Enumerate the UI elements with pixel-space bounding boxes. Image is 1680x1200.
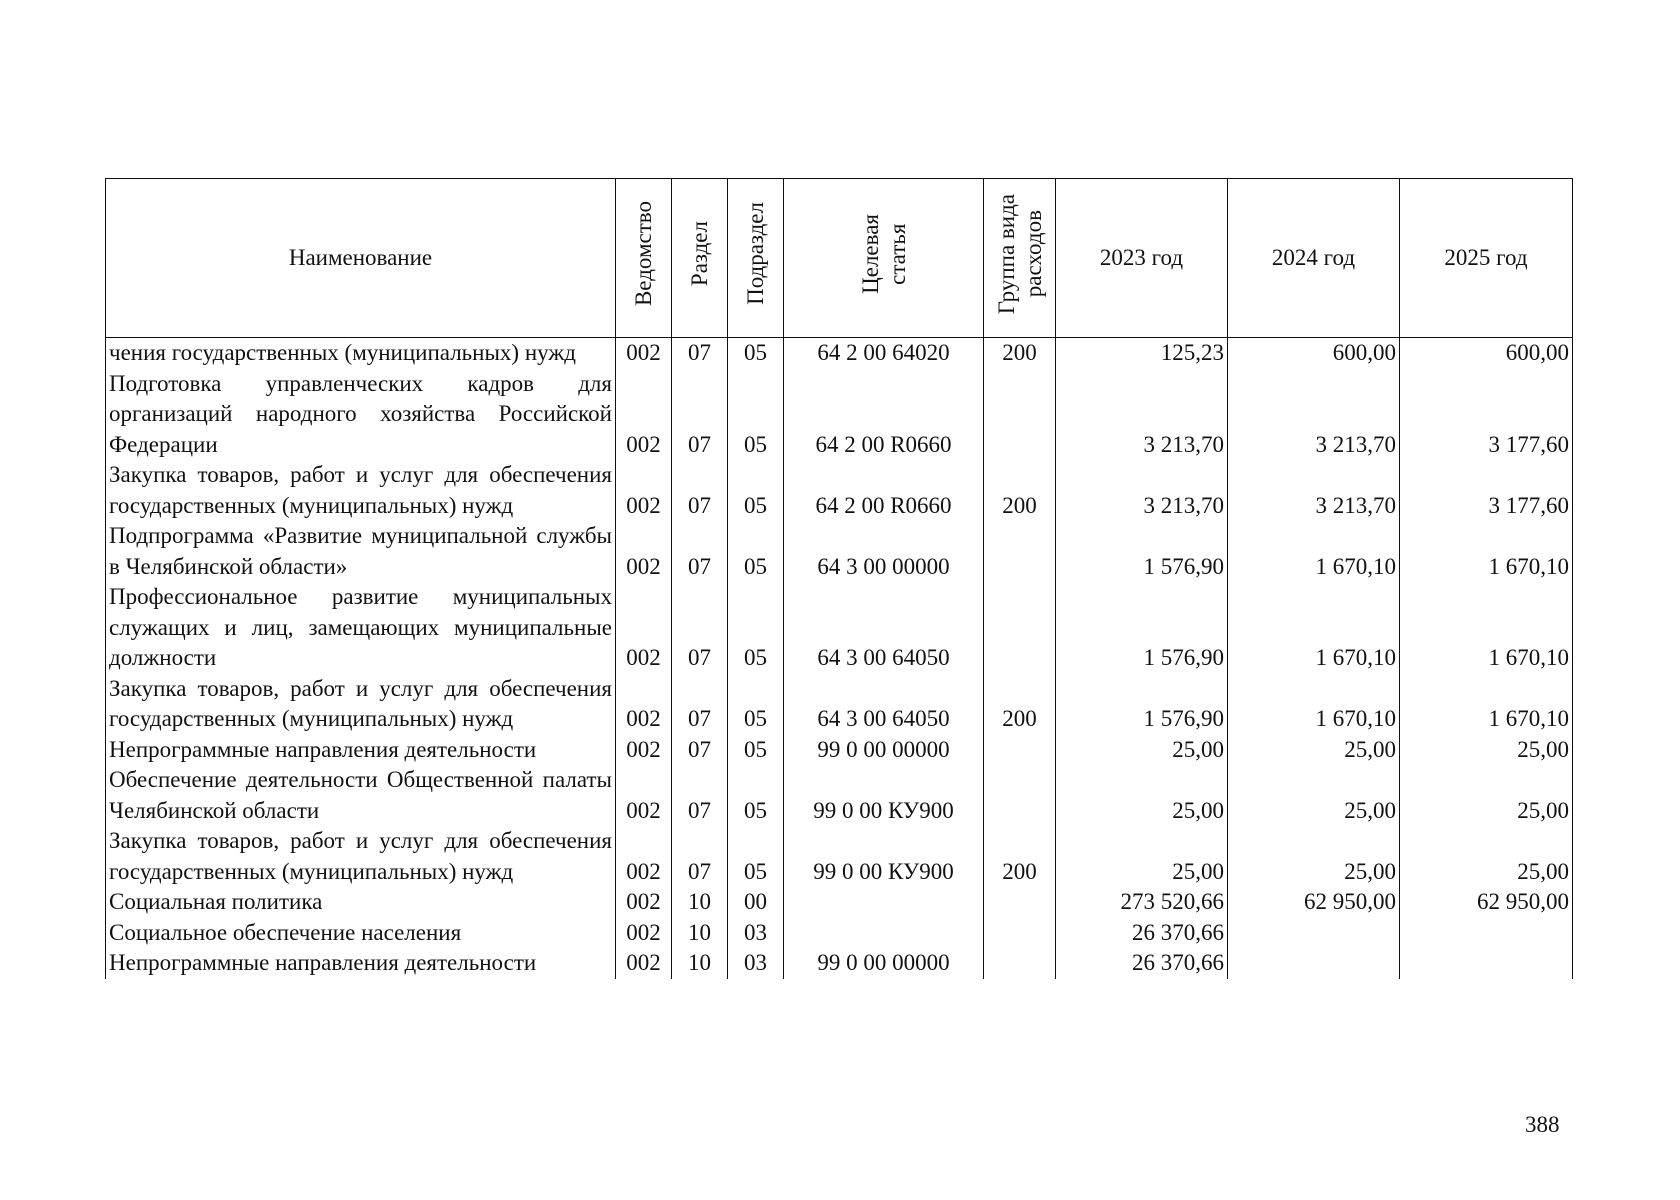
cell-subsection: 05: [728, 582, 784, 674]
header-group-line1: Группа вида: [993, 193, 1019, 314]
cell-name: Подпрограмма «Развитие муниципальной службы в Челябинской области»: [106, 521, 616, 582]
cell-2023: 1 576,90: [1056, 674, 1228, 735]
cell-2023: 1 576,90: [1056, 582, 1228, 674]
cell-name: Обеспечение деятельности Общественной палаты Челябинской области: [106, 765, 616, 826]
cell-target-article: 99 0 00 00000: [784, 948, 984, 979]
cell-name: Социальное обеспечение населения: [106, 918, 616, 949]
cell-subsection: 05: [728, 765, 784, 826]
cell-target-article: 64 3 00 64050: [784, 582, 984, 674]
table-header: [106, 179, 1573, 338]
cell-department: 002: [616, 826, 672, 887]
cell-subsection: 05: [728, 369, 784, 461]
budget-table: [105, 178, 1573, 979]
cell-2025: 1 670,10: [1400, 674, 1573, 735]
page-number: 388: [1525, 1112, 1560, 1137]
cell-2024: 1 670,10: [1228, 582, 1400, 674]
cell-expense-group: [984, 948, 1056, 979]
table-row: [106, 948, 1573, 979]
cell-name: Профессиональное развитие муниципальных служащих и лиц, замещающих муниципальные должности: [106, 582, 616, 674]
cell-department: 002: [616, 918, 672, 949]
cell-name: Социальная политика: [106, 887, 616, 918]
cell-2025: 62 950,00: [1400, 887, 1573, 918]
header-department: Ведомство: [616, 179, 672, 338]
cell-subsection: 03: [728, 948, 784, 979]
table-row: [106, 521, 1573, 582]
cell-target-article: [784, 887, 984, 918]
cell-2023: 1 576,90: [1056, 521, 1228, 582]
cell-target-article: [784, 918, 984, 949]
cell-2023: 125,23: [1056, 338, 1228, 369]
cell-section: 07: [672, 765, 728, 826]
cell-target-article: 99 0 00 КУ900: [784, 826, 984, 887]
cell-target-article: 64 3 00 64050: [784, 674, 984, 735]
table-row: [106, 735, 1573, 766]
cell-department: 002: [616, 765, 672, 826]
cell-2025: 25,00: [1400, 765, 1573, 826]
cell-expense-group: [984, 582, 1056, 674]
cell-target-article: 64 2 00 64020: [784, 338, 984, 369]
cell-2024: [1228, 918, 1400, 949]
cell-name: Непрограммные направления деятельности: [106, 948, 616, 979]
cell-2023: 26 370,66: [1056, 918, 1228, 949]
table-row: [106, 369, 1573, 461]
cell-section: 07: [672, 369, 728, 461]
cell-2023: 26 370,66: [1056, 948, 1228, 979]
cell-2025: 1 670,10: [1400, 582, 1573, 674]
cell-section: 07: [672, 338, 728, 369]
cell-name: чения государственных (муниципальных) нужд: [106, 338, 616, 369]
cell-section: 07: [672, 826, 728, 887]
cell-department: 002: [616, 735, 672, 766]
cell-2025: 25,00: [1400, 735, 1573, 766]
header-name: Наименование: [106, 179, 616, 338]
cell-2025: 1 670,10: [1400, 521, 1573, 582]
header-section: Раздел: [672, 179, 728, 338]
cell-2024: 25,00: [1228, 735, 1400, 766]
cell-expense-group: 200: [984, 826, 1056, 887]
cell-2024: 1 670,10: [1228, 674, 1400, 735]
table-row: [106, 826, 1573, 887]
cell-2024: 25,00: [1228, 765, 1400, 826]
cell-section: 10: [672, 887, 728, 918]
table-row: [106, 918, 1573, 949]
cell-2023: 25,00: [1056, 826, 1228, 887]
cell-section: 07: [672, 674, 728, 735]
cell-target-article: 99 0 00 КУ900: [784, 765, 984, 826]
header-expense-group: [984, 179, 1056, 338]
table-row: [106, 582, 1573, 674]
cell-expense-group: [984, 765, 1056, 826]
cell-2025: 3 177,60: [1400, 369, 1573, 461]
cell-2023: 273 520,66: [1056, 887, 1228, 918]
cell-name: Непрограммные направления деятельности: [106, 735, 616, 766]
cell-section: 07: [672, 521, 728, 582]
cell-expense-group: [984, 521, 1056, 582]
cell-expense-group: [984, 735, 1056, 766]
cell-section: 07: [672, 582, 728, 674]
header-target-line2: статья: [884, 223, 910, 285]
table-body: [106, 338, 1573, 979]
cell-department: 002: [616, 674, 672, 735]
cell-subsection: 05: [728, 674, 784, 735]
cell-subsection: 05: [728, 735, 784, 766]
cell-2024: 25,00: [1228, 826, 1400, 887]
cell-section: 07: [672, 460, 728, 521]
cell-2023: 25,00: [1056, 765, 1228, 826]
cell-department: 002: [616, 887, 672, 918]
cell-subsection: 05: [728, 826, 784, 887]
cell-2025: 3 177,60: [1400, 460, 1573, 521]
header-2024: 2024 год: [1228, 179, 1400, 338]
cell-2024: 1 670,10: [1228, 521, 1400, 582]
header-row: [106, 179, 1573, 338]
cell-name: Закупка товаров, работ и услуг для обеспечения государственных (муниципальных) нужд: [106, 674, 616, 735]
cell-name: Закупка товаров, работ и услуг для обеспечения государственных (муниципальных) нужд: [106, 826, 616, 887]
table-row: [106, 338, 1573, 369]
cell-2025: 600,00: [1400, 338, 1573, 369]
cell-2024: 62 950,00: [1228, 887, 1400, 918]
cell-department: 002: [616, 521, 672, 582]
header-2023: 2023 год: [1056, 179, 1228, 338]
cell-2024: [1228, 948, 1400, 979]
cell-subsection: 05: [728, 460, 784, 521]
table-row: [106, 765, 1573, 826]
table-row: [106, 887, 1573, 918]
cell-department: 002: [616, 582, 672, 674]
cell-expense-group: [984, 918, 1056, 949]
cell-target-article: 64 3 00 00000: [784, 521, 984, 582]
cell-department: 002: [616, 948, 672, 979]
cell-target-article: 64 2 00 R0660: [784, 369, 984, 461]
cell-2023: 3 213,70: [1056, 369, 1228, 461]
cell-section: 07: [672, 735, 728, 766]
cell-expense-group: [984, 887, 1056, 918]
cell-subsection: 00: [728, 887, 784, 918]
cell-section: 10: [672, 948, 728, 979]
table-row: [106, 674, 1573, 735]
header-group-line2: расходов: [1020, 210, 1046, 298]
cell-2024: 600,00: [1228, 338, 1400, 369]
cell-department: 002: [616, 460, 672, 521]
cell-target-article: 64 2 00 R0660: [784, 460, 984, 521]
cell-subsection: 05: [728, 338, 784, 369]
header-target-article: [784, 179, 984, 338]
cell-expense-group: 200: [984, 460, 1056, 521]
header-2025: 2025 год: [1400, 179, 1573, 338]
cell-2025: [1400, 948, 1573, 979]
cell-department: 002: [616, 369, 672, 461]
cell-subsection: 05: [728, 521, 784, 582]
header-subsection: Подраздел: [728, 179, 784, 338]
cell-name: Закупка товаров, работ и услуг для обеспечения государственных (муниципальных) нужд: [106, 460, 616, 521]
cell-expense-group: 200: [984, 674, 1056, 735]
cell-2025: [1400, 918, 1573, 949]
cell-2023: 3 213,70: [1056, 460, 1228, 521]
cell-2024: 3 213,70: [1228, 369, 1400, 461]
cell-name: Подготовка управленческих кадров для организаций народного хозяйства Российской Федерации: [106, 369, 616, 461]
cell-expense-group: 200: [984, 338, 1056, 369]
cell-expense-group: [984, 369, 1056, 461]
header-target-line1: Целевая: [857, 213, 883, 294]
cell-2023: 25,00: [1056, 735, 1228, 766]
cell-section: 10: [672, 918, 728, 949]
cell-department: 002: [616, 338, 672, 369]
cell-2025: 25,00: [1400, 826, 1573, 887]
cell-subsection: 03: [728, 918, 784, 949]
cell-2024: 3 213,70: [1228, 460, 1400, 521]
table-row: [106, 460, 1573, 521]
cell-target-article: 99 0 00 00000: [784, 735, 984, 766]
